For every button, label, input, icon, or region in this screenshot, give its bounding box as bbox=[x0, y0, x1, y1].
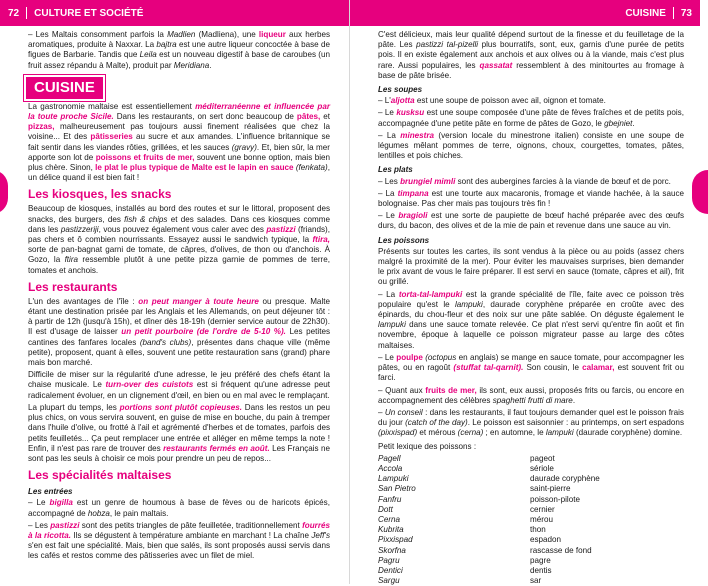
liqueurs-paragraph: – Les Maltais consomment parfois la Madlien (Madliena), une liqueur aux herbes aromatiques, produite à Naxxar. La bajtra est une autre liqueur concoctée à base de figues de Barbarie. Tandis que Leila est un nouveau digestif à base de caroubes (un fruit assez répandu à Malte), produit par Meridiana. bbox=[28, 30, 330, 70]
entrees-subheading: Les entrées bbox=[28, 487, 73, 497]
page-number-left: 72 bbox=[8, 7, 20, 19]
lexicon-maltese-term: Dentici bbox=[378, 565, 403, 575]
timpana-item: – La timpana est une tourte aux macaronis, fromage et viande hachée, à la sauce bolognaise. Pas cher mais pas toujours très fin ! bbox=[378, 188, 684, 209]
right-text-column bbox=[378, 30, 685, 586]
minestra-item: – La minestra (version locale du minestrone italien) consiste en une soupe de légumes mêlant pommes de terre, oignons, choux, courgettes, tomates, pâtes, lentilles et pois chiches. bbox=[378, 130, 684, 161]
lexicon-french-term: mérou bbox=[530, 514, 553, 524]
lexicon-french-term: cernier bbox=[530, 504, 555, 514]
left-running-header bbox=[0, 0, 350, 26]
lexicon-maltese-term: San Pietro bbox=[378, 484, 416, 494]
left-page bbox=[0, 0, 350, 584]
lexicon-french-term: poisson-pilote bbox=[530, 494, 580, 504]
restaurants-paragraph-3: La plupart du temps, les portions sont plutôt copieuses. Dans les restos un peu plus chics, on vous servira souvent, en guise de mise en bouche, du pain à tremper dans l'huile d'olive, ou frotté à l'ail et agrémenté d'herbes et de tomates, parfois des petits feuilletés... Ça peut remplacer une entrée et alléger en même temps la note ! Enfin, il n'est pas rare de trouver des restaurants fermés en août. Les Français ne sont pas les seuls à choisir ce mois pour prendre un peu de repos... bbox=[28, 402, 330, 463]
lexicon-french-term: dentis bbox=[530, 565, 552, 575]
cuisine-intro-paragraph: La gastronomie maltaise est essentiellement méditerranéenne et influencée par la toute proche Sicile. Dans les restaurants, on sert donc beaucoup de pâtes, et pizzas, malheureusement pas toujours aussi finement réalisées que chez la voisine... Et des pâtisseries au sucre et aux amandes. L'influence britannique se fait sentir dans les viandes rôties, grillées, et les sauces (gravy). Et, bien sûr, la mer apporte son lot de poissons et fruits de mer, souvent une bonne option, mais bien plus chère. Sinon, le plat le plus typique de Malte est le lapin en sauce (fenkata), un délice quand il est bien fait ! bbox=[28, 101, 331, 183]
lexicon-french-term: pageot bbox=[530, 453, 555, 463]
running-head-right: CUISINE bbox=[625, 7, 666, 19]
lexicon-maltese-term: Sargu bbox=[378, 576, 400, 586]
pastizzi-continued-paragraph: C'est délicieux, mais leur qualité dépend surtout de la finesse et du feuilletage de la pâte. Les pastizzi tal-pizelli plus bourratifs, sont, eux, garnis d'une purée de petits pois. Il en existe également aux anchois et aux olives ou à la viande, mais c'est plus rare. Aussi populaires, les qassatat ressemblent à des minitourtes au fromage à base de pâte brisée. bbox=[378, 30, 684, 80]
lexicon-french-term: rascasse de fond bbox=[530, 545, 592, 555]
lexicon-maltese-term: Cerna bbox=[378, 514, 401, 524]
specialites-heading: Les spécialités maltaises bbox=[28, 468, 172, 483]
lexicon-maltese-term: Pagell bbox=[378, 453, 401, 463]
right-running-header bbox=[350, 0, 700, 26]
lexicon-maltese-term: Pagru bbox=[378, 555, 400, 565]
lexicon-french-term: daurade coryphène bbox=[530, 474, 600, 484]
conseil-item: – Un conseil : dans les restaurants, il faut toujours demander quel est le poisson frais du jour (catch of the day). Le poisson est saisonnier : au printemps, on sert espadons (pixxispad) et mérous (cerna) ; en automne, le lampuki (daurade coryphène) domine. bbox=[378, 407, 684, 438]
kiosques-paragraph: Beaucoup de kiosques, installés au bord des routes et sur le littoral, proposent des snacks, des burgers, des fish & chips et des salades. Dans ces kiosques comme dans les pastizzeriji, vous pouvez également vous caler avec des pastizzi (friands), pas chers et ô combien nourrissants. Essayez aussi le sandwich typique, la ftira, sorte de pan-bagnat garni de tomate, de câpres, d'olives, de thon ou d'anchois. À Gozo, la ftira ressemble plutôt à une petite pizza garnie de pommes de terre, tomates et anchois. bbox=[28, 204, 330, 275]
lexicon-french-term: pagre bbox=[530, 555, 551, 565]
poissons-intro: Présents sur toutes les cartes, ils sont vendus à la pièce ou au poids (assez chers malgré la proximité de la mer). Pour éviter les mauvaises surprises, bien demander le prix avant de vous le faire préparer. Il est servi en sauce (tomate, câpres et ail), frit ou grillé. bbox=[378, 246, 684, 287]
lexicon-french-term: thon bbox=[530, 525, 546, 535]
bragioli-item: – Le bragioli est une sorte de paupiette de bœuf haché préparée avec des œufs durs, du bacon, des olives et de la mie de pain et revenue dans une sauce au vin. bbox=[378, 211, 684, 231]
lexicon-maltese-term: Pixxispad bbox=[378, 535, 413, 545]
aljotta-item: – L'aljotta est une soupe de poisson avec ail, oignon et tomate. bbox=[378, 96, 606, 106]
lexique-title: Petit lexique des poissons : bbox=[378, 441, 477, 451]
pastizzi-paragraph: – Les pastizzi sont des petits triangles de pâte feuilletée, traditionnellement fourrés à la ricotta. Ils se dégustent à température ambiante en marchant ! La chaîne Jeff's s'en est fait une spécialité. Mais, bien que salés, ils sont proposés aussi servis dans les cafés et restos comme des pâtisseries avec un filet de miel. bbox=[28, 520, 330, 561]
restaurants-paragraph-2: Difficile de miser sur la régularité d'une adresse, le jeu préféré des chefs étant la chaise musicale. Le turn-over des cuistots est si fréquent qu'une adresse peut radicalement évoluer, en un clignement d'œil, en bien ou en mal avec le remplaçant. bbox=[28, 370, 330, 400]
lexicon-maltese-term: Lampuki bbox=[378, 474, 409, 484]
lexicon-french-term: espadon bbox=[530, 535, 562, 545]
brungiel-item: – Les brungiel mimli sont des aubergines farcies à la viande de bœuf et de porc. bbox=[378, 176, 671, 186]
restaurants-paragraph-1: L'un des avantages de l'île : on peut manger à toute heure ou presque. Malte étant une destination prisée par les Anglais et les Allemands, on peut déjeuner tôt : à partir de 12h (jusqu'à 15h), et dîner dès 18-19h (dernier service autour de 22h30). Il est d'usage de laisser un petit pourboire (de l'ordre de 5-10 %). Les petites cantines des fanfares locales (band's clubs), présentes dans chaque ville (même petite), proposent, quant à elles, souvent une petite restauration sans (grand) phare mais bon marché. bbox=[28, 296, 330, 368]
restaurants-heading: Les restaurants bbox=[28, 279, 118, 294]
poulpe-item: – Le poulpe (octopus en anglais) se mange en sauce tomate, pour accompagner les pâtes, ou en ragoût (stuffat tal-qarnit). Son cousin, le calamar, est souvent frit ou farci. bbox=[378, 352, 685, 383]
cuisine-section-title: CUISINE bbox=[26, 77, 103, 99]
lexicon-french-term: sériole bbox=[530, 463, 554, 473]
left-text-column bbox=[28, 30, 330, 578]
fruits-de-mer-item: – Quant aux fruits de mer, ils sont, eux aussi, proposés frits ou farcis, ou encore en accompagnement des célèbres spaghetti frutti di mare. bbox=[378, 385, 685, 405]
lexicon-maltese-term: Accola bbox=[378, 463, 403, 473]
left-thumb-tab bbox=[0, 170, 8, 214]
right-thumb-tab bbox=[692, 170, 708, 214]
right-page bbox=[350, 0, 700, 584]
page-number-right: 73 bbox=[680, 7, 692, 19]
bigilla-paragraph: – Le bigilla est un genre de houmous à base de fèves ou de haricots épicés, accompagné de hobza, le pain maltais. bbox=[28, 498, 330, 518]
kiosques-heading: Les kiosques, les snacks bbox=[28, 187, 172, 202]
kusksu-item: – Le kusksu est une soupe composée d'une pâte de fèves fraîches et de petits pois, accompagnée d'une petite pâte en forme de pâtes de Gozo, le gbejniet. bbox=[378, 108, 684, 128]
lexicon-french-term: sar bbox=[530, 576, 542, 586]
lexicon-maltese-term: Kubrita bbox=[378, 525, 404, 535]
lexicon-maltese-term: Dott bbox=[378, 504, 393, 514]
lampuki-item: – La torta-tal-lampuki est la grande spécialité de l'île, faite avec ce poisson très populaire qu'est le lampuki, daurade coryphène préparée en croûte avec des épinards, du chou-fleur et des noix sur une pâte sablée. On déguste également le lampuki dans une sauce tomate relevée. Ce plat n'est servi qu'entre fin août et fin novembre, époque à laquelle ce poisson migrateur passe au large des côtes maltaises. bbox=[378, 289, 684, 350]
header-separator bbox=[26, 7, 27, 19]
soupes-subheading: Les soupes bbox=[378, 85, 423, 95]
lexicon-maltese-term: Skorfna bbox=[378, 545, 406, 555]
lexicon-french-term: saint-pierre bbox=[530, 484, 571, 494]
running-head-left: CULTURE ET SOCIÉTÉ bbox=[34, 7, 144, 19]
lexicon-maltese-term: Fanfru bbox=[378, 494, 402, 504]
poissons-subheading: Les poissons bbox=[378, 235, 430, 245]
header-separator bbox=[673, 7, 674, 19]
plats-subheading: Les plats bbox=[378, 165, 413, 175]
fish-lexicon-list bbox=[378, 454, 684, 586]
